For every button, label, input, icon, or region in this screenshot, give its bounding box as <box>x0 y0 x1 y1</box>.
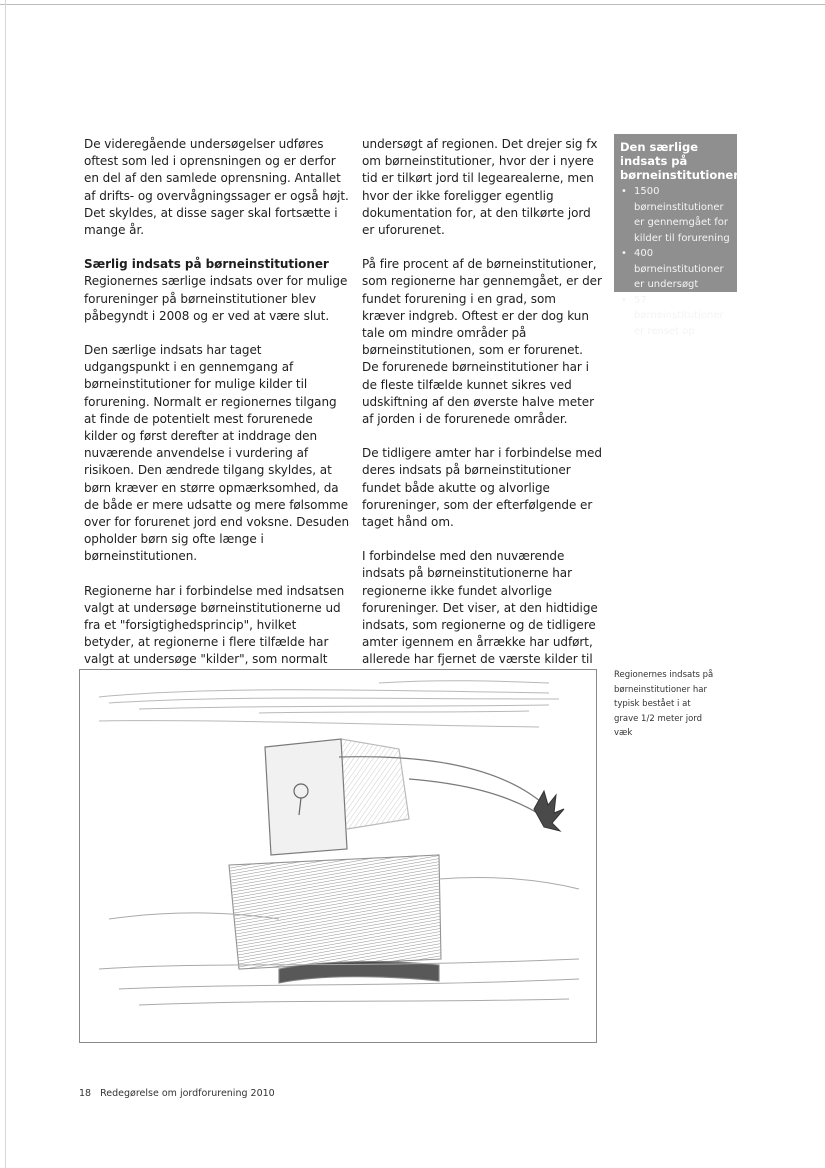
drawing-frame <box>80 670 597 1043</box>
paragraph: Den særlige indsats har taget udgangspunkt i en gennemgang af børneinstitutioner for mulige kilder til forurening. Normalt er regionernes tilgang at finde de potentielt mest forurenede kilder og først derefter at inddrage den nuværende anvendelse i vurdering af risikoen. Den ændrede tilgang skyldes, at børn kræver en større opmærksomhed, da de både er mere udsatte og mere følsomme over for forurenet jord end voksne. Desuden opholder børn sig ofte længe i børneinstitutionen. <box>84 343 350 564</box>
text-column-left <box>84 136 349 703</box>
fact-box-item: • 1500 børneinstitutioner er gennemgået for kilder til forurening <box>620 184 731 246</box>
paragraph: Regionernes særlige indsats over for mulige forureninger på børneinstitutioner blev påbegyndt i 2008 og er ved at være slut. <box>84 274 348 323</box>
page-footer <box>79 1088 281 1099</box>
scan-edge-left <box>5 0 6 1168</box>
text-column-middle <box>362 136 602 703</box>
paragraph: undersøgt af regionen. Det drejer sig fx om børneinstitutioner, hvor der i nyere tid er tilkørt jord til legearealerne, men hvor der ikke foreligger egentlig dokumentation for, at den tilkørte jord er uforurenet. <box>362 137 598 238</box>
paragraph: På fire procent af de børneinstitutioner, som regionerne har gennemgået, er der fundet forurening i en grad, som kræver indgreb. Oftest er der dog kun tale om mindre områder på børneinstitutionen, som er forurenet. De forurenede børneinstitutioner har i de fleste tilfælde kunnet sikres ved udskiftning af den øverste halve meter af jorden i de forurenede områder. <box>362 257 602 427</box>
fact-box-list <box>620 184 731 339</box>
paragraph: De videregående undersøgelser udføres oftest som led i oprensningen og er derfor en del af den samlede oprensning. Antallet af drifts- og overvågningssager er også højt. Det skyldes, at disse sager skal fortsætte i mange år. <box>84 137 349 238</box>
scan-edge-top <box>0 4 825 5</box>
child-pencil-drawing <box>79 669 597 1043</box>
fact-box-item: • 400 børneinstitutioner er undersøgt <box>620 246 731 293</box>
fact-box <box>614 134 739 337</box>
paragraph: De tidligere amter har i forbindelse med deres indsats på børneinstitutioner fundet både akutte og alvorlige forureninger, som der efterfølgende er taget hånd om. <box>362 446 602 530</box>
publication-title: Redegørelse om jordforurening 2010 <box>100 1088 275 1099</box>
fact-box-title: Den særlige indsats på børneinstitutioner <box>620 140 739 182</box>
section-heading: Særlig indsats på børneinstitutioner <box>84 257 329 272</box>
paragraph: I forbindelse med den nuværende indsats på børneinstitutionerne har regionerne ikke fundet alvorlige forureninger. Det viser, at den hidtidige indsats, som regionerne og de tidligere amter igennem en årrække har udført, allerede har fjernet de værste kilder til <box>362 549 598 667</box>
image-caption: Regionernes indsats på børneinstitutioner har typisk bestået i at grave 1/2 meter jord væk <box>614 670 714 738</box>
page-number: 18 <box>79 1088 92 1099</box>
paragraph: Regionerne har i forbindelse med indsatsen valgt at undersøge børneinstitutionerne ud fra et "forsigtighedsprincip", hvilket betyder, at regionerne i flere tilfælde har valgt at undersøge "kilder", som normalt <box>84 583 345 667</box>
fact-box-item: • 57 børneinstitutioner er renset op <box>620 293 731 340</box>
